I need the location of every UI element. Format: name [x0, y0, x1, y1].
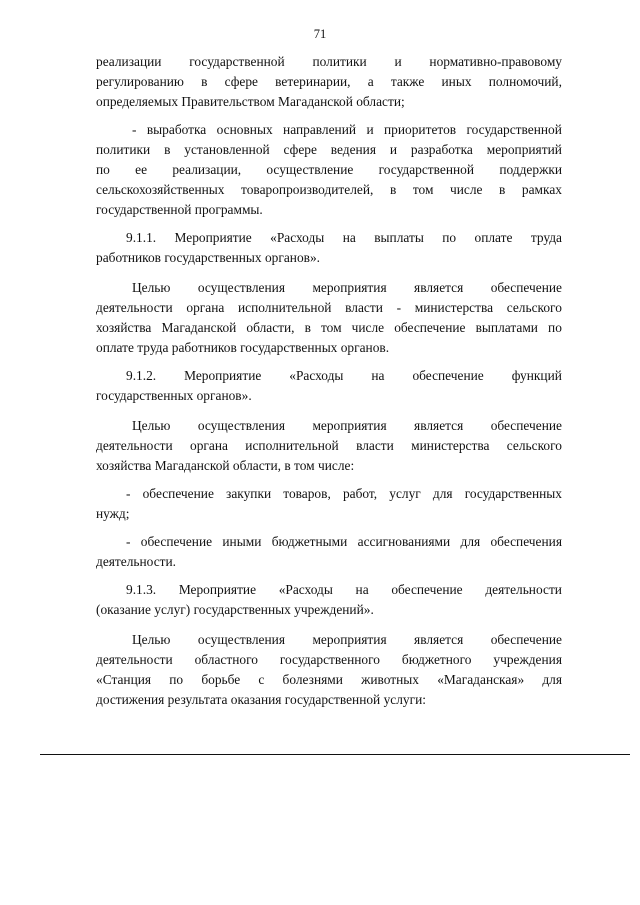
page-number: 71 [313, 27, 327, 41]
paragraph-goal-9-1-2 [96, 416, 562, 476]
text-line: сельскохозяйственных товаропроизводителей, в том числе в рамках [96, 182, 562, 197]
text-line: достижения результата оказания государственной услуги: [96, 692, 426, 707]
text-line: Целью осуществления мероприятия является обеспечение [132, 280, 562, 295]
text-line: государственных органов». [96, 388, 252, 403]
text-line: деятельности областного государственного бюджетного учреждения [96, 652, 562, 667]
text-line: 9.1.1. Мероприятие «Расходы на выплаты по оплате труда [126, 230, 562, 245]
text-line: реализации государственной политики и нормативно-правовому [96, 54, 562, 69]
paragraph-measure-9-1-3 [96, 580, 562, 620]
text-line: регулированию в сфере ветеринарии, а также иных полномочий, [96, 74, 562, 89]
text-line: деятельности органа исполнительной власти - министерства сельского [96, 300, 562, 315]
text-line: политики в установленной сфере ведения и разработка мероприятий [96, 142, 562, 157]
text-line: (оказание услуг) государственных учреждений». [96, 602, 374, 617]
text-line: нужд; [96, 506, 130, 521]
text-line: государственной программы. [96, 202, 263, 217]
text-line: 9.1.2. Мероприятие «Расходы на обеспечение функций [126, 368, 562, 383]
paragraph-procurement [96, 484, 562, 524]
text-line: хозяйства Магаданской области, в том числе: [96, 458, 355, 473]
text-line: хозяйства Магаданской области, в том числе обеспечение выплатами по [96, 320, 562, 335]
paragraph-goal-9-1-1 [96, 278, 562, 358]
text-line: - обеспечение закупки товаров, работ, услуг для государственных [126, 486, 562, 501]
text-line: «Станция по борьбе с болезнями животных «Магаданская» для [96, 672, 562, 687]
text-line: Целью осуществления мероприятия является обеспечение [132, 632, 562, 647]
text-line: по ее реализации, осуществление государственной поддержки [96, 162, 562, 177]
text-line: деятельности. [96, 554, 177, 569]
text-line: - выработка основных направлений и приоритетов государственной [132, 122, 562, 137]
text-line: 9.1.3. Мероприятие «Расходы на обеспечение деятельности [126, 582, 562, 597]
paragraph-measure-9-1-2 [96, 366, 562, 406]
text-line: Целью осуществления мероприятия является обеспечение [132, 418, 562, 433]
paragraph-goal-9-1-3 [96, 630, 562, 710]
paragraph-measure-9-1-1 [96, 228, 562, 268]
paragraph-veterinary-powers [96, 52, 562, 112]
text-line: определяемых Правительством Магаданской области; [96, 94, 405, 109]
paragraph-policy-development [96, 120, 562, 220]
text-line: - обеспечение иными бюджетными ассигнованиями для обеспечения [126, 534, 562, 549]
footer-divider [40, 754, 630, 755]
paragraph-budget-allocations [96, 532, 562, 572]
text-line: деятельности органа исполнительной власти министерства сельского [96, 438, 562, 453]
document-body [96, 52, 562, 710]
text-line: работников государственных органов». [96, 250, 321, 265]
text-line: оплате труда работников государственных органов. [96, 340, 390, 355]
